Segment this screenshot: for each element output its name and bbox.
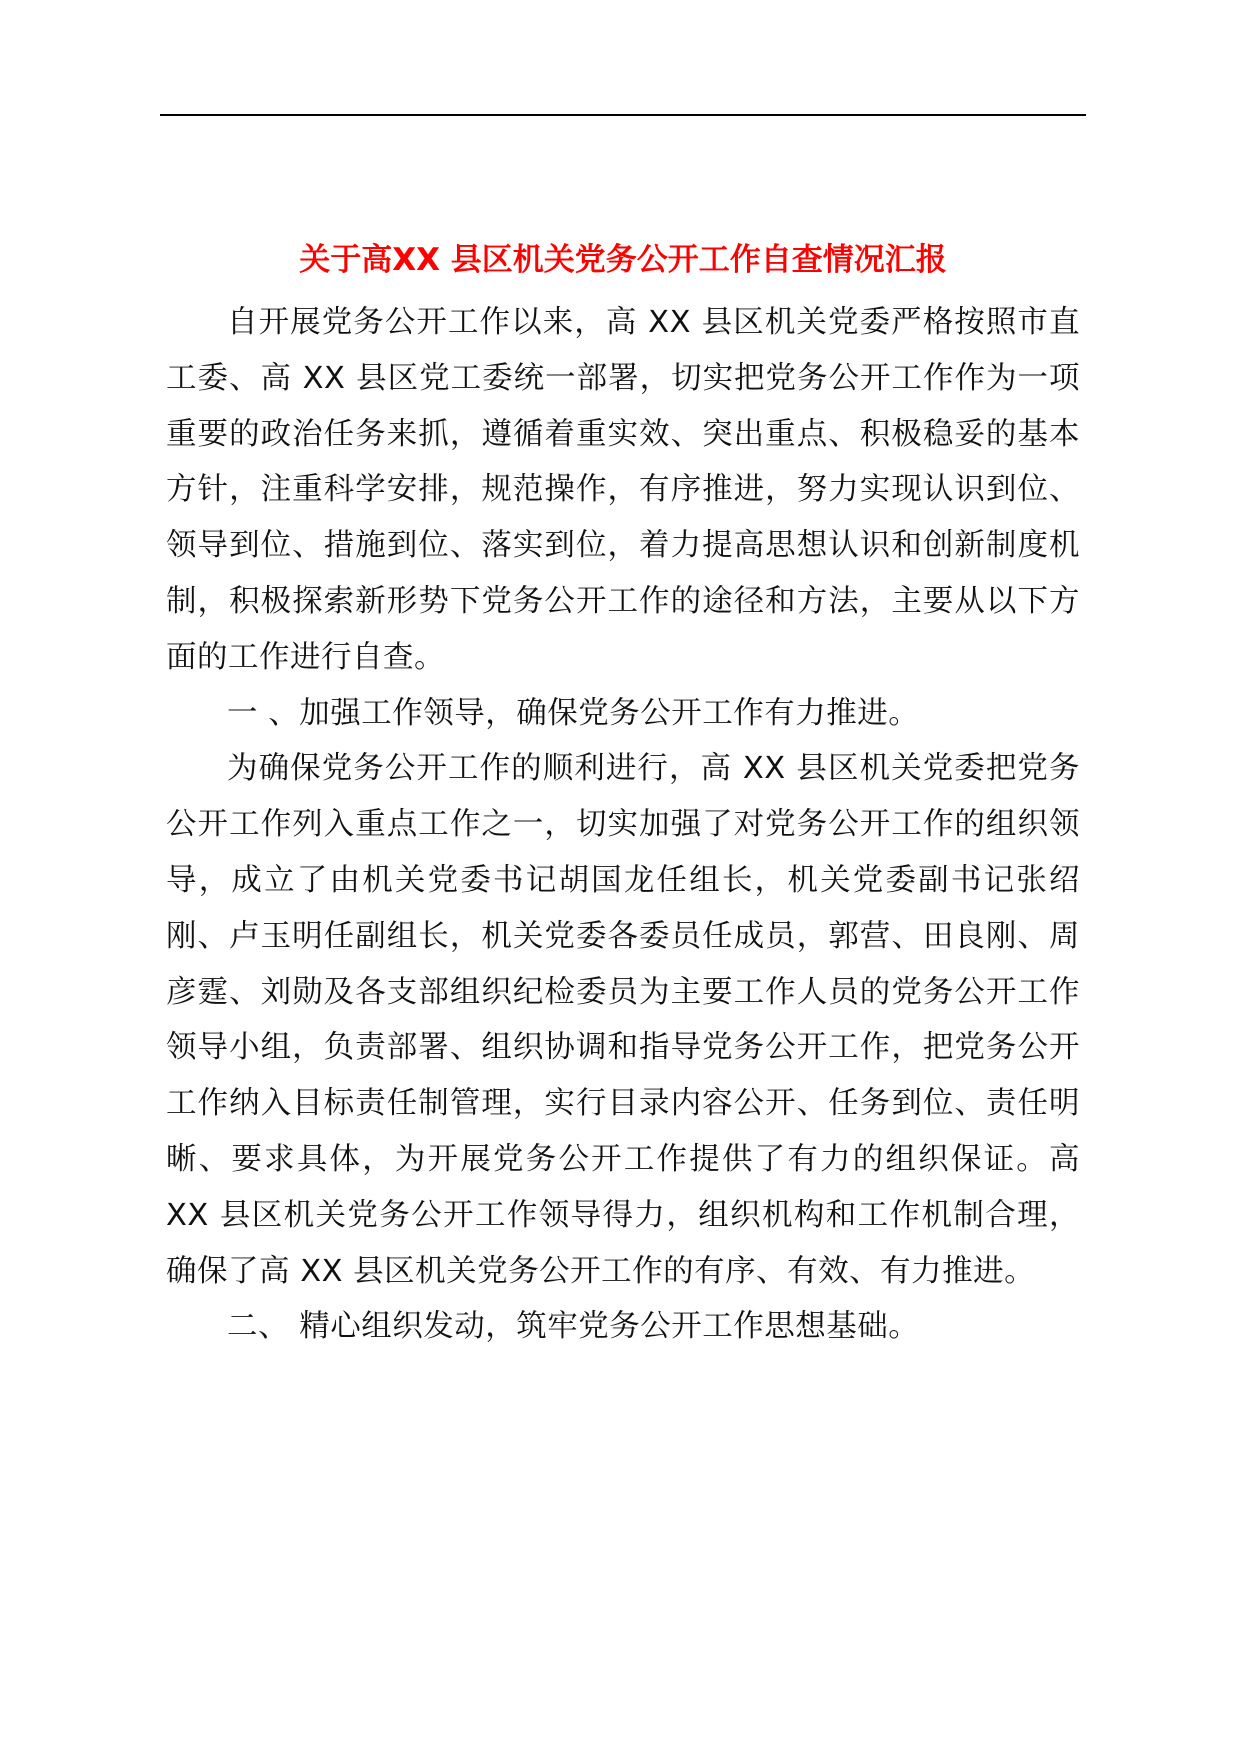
document-title: 关于高XX 县区机关党务公开工作自查情况汇报 — [299, 242, 947, 278]
section-heading-1: 一 、加强工作领导，确保党务公开工作有力推进。 — [227, 695, 920, 731]
paragraph-section-1: 为确保党务公开工作的顺利进行，高 XX 县区机关党委把党务公开工作列入重点工作之一，切实加强了对党务公开工作的组织领导，成立了由机关党委书记胡国龙任组长，机关党委副书记张绍刚、卢玉明任副组长，机关党委各委员任成员，郭营、田良刚、周彦霆、刘勋及各支部组织纪检委员为主要工作人员的党务公开工作领导小组，负责部署、组织协调和指导党务公开工作，把党务公开工作纳入目标责任制管理，实行目录内容公开、任务到位、责任明晰、要求具体，为开展党务公开工作提供了有力的组织保证。高 XX 县区机关党务公开工作领导得力，组织机构和工作机制合理，确保了高 XX 县区机关党务公开工作的有序、有效、有力推进。 — [166, 751, 1080, 1289]
header-rule — [160, 114, 1086, 116]
paragraph-intro: 自开展党务公开工作以来，高 XX 县区机关党委严格按照市直工委、高 XX 县区党工委统一部署，切实把党务公开工作作为一项重要的政治任务来抓，遵循着重实效、突出重点、积极稳妥的基本方针，注重科学安排，规范操作，有序推进，努力实现认识到位、领导到位、措施到位、落实到位，着力提高思想认识和创新制度机制，积极探索新形势下党务公开工作的途径和方法，主要从以下方面的工作进行自查。 — [166, 305, 1080, 675]
section-heading-2: 二、 精心组织发动，筑牢党务公开工作思想基础。 — [227, 1309, 920, 1345]
document-body — [166, 295, 1080, 1355]
